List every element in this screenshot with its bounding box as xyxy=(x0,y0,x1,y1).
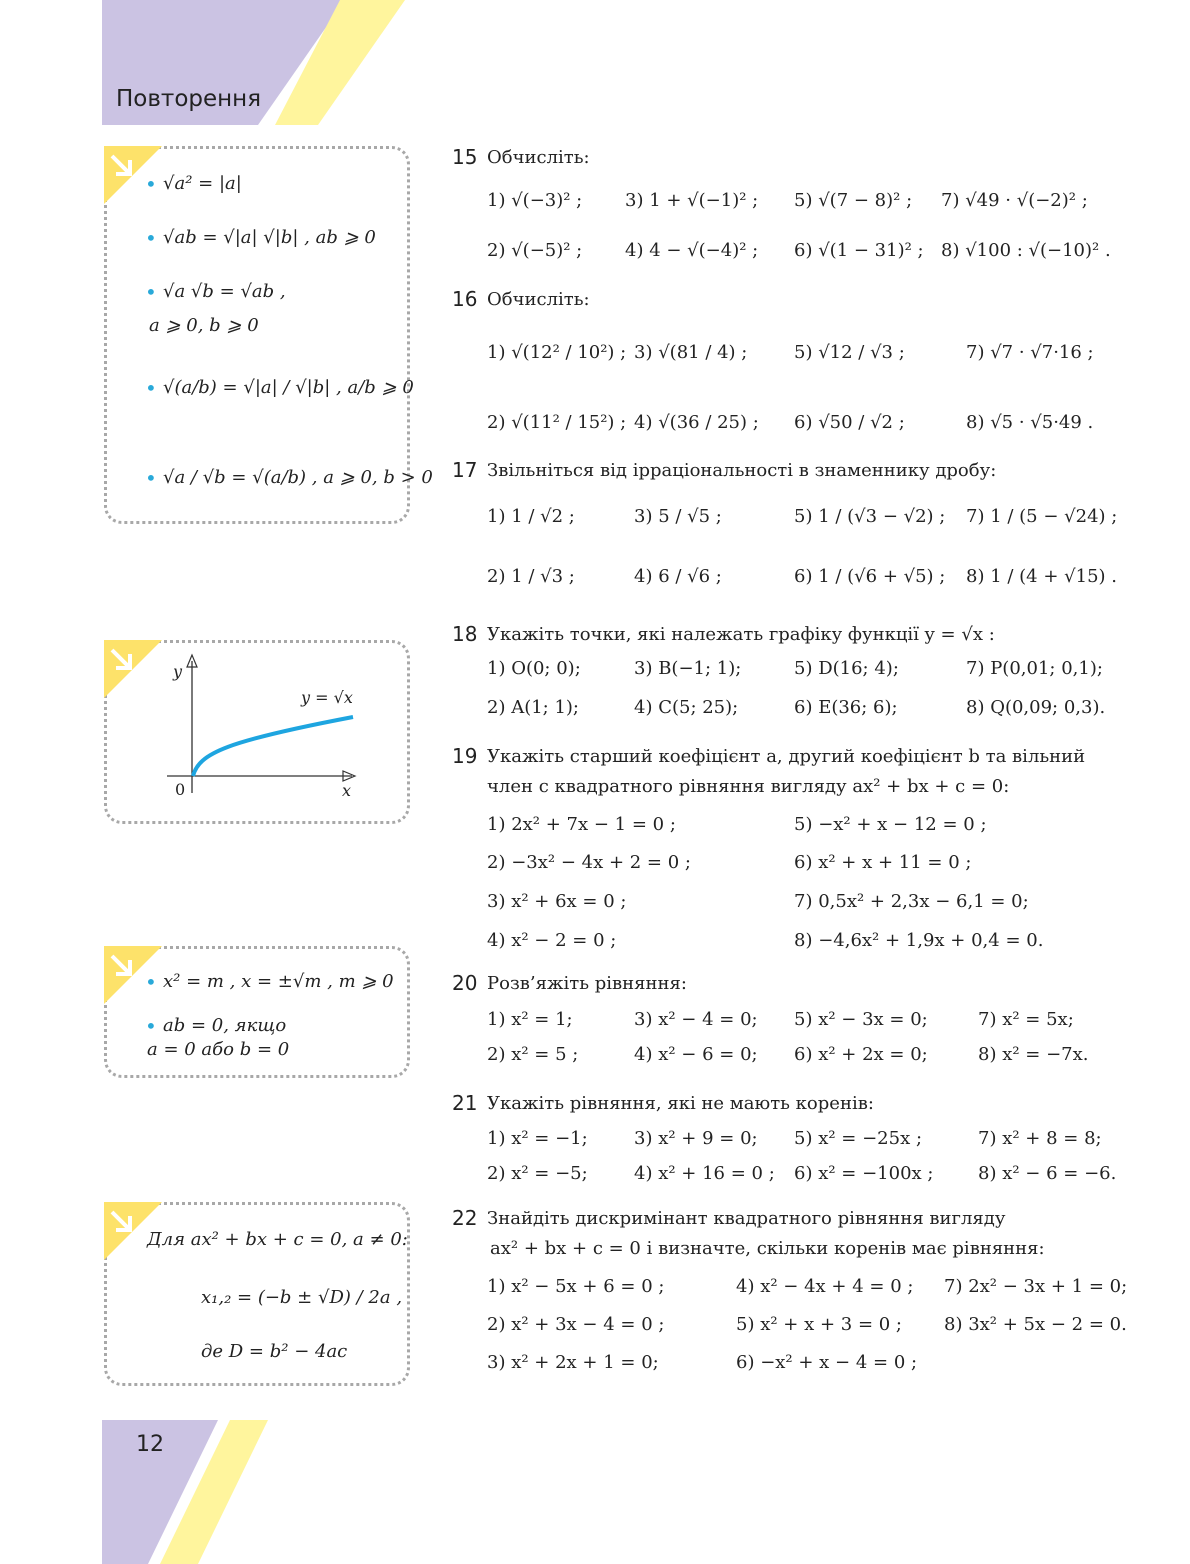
exercise-number: 16 xyxy=(452,287,478,311)
exercise-item: 7) 0,5x² + 2,3x − 6,1 = 0; xyxy=(794,891,1029,912)
formula-quotient-rev: • √a / √b = √(a/b) , a ⩾ 0, b > 0 xyxy=(163,467,433,488)
exercise-item: 6) √50 / √2 ; xyxy=(794,412,905,433)
exercise-item: 4) C(5; 25); xyxy=(634,697,739,718)
origin-label: 0 xyxy=(175,780,186,799)
exercise-item: 6) E(36; 6); xyxy=(794,697,898,718)
formula-quotient: • √(a/b) = √|a| / √|b| , a/b ⩾ 0 xyxy=(163,377,414,398)
formula-box-roots xyxy=(104,146,433,524)
exercise-item: 2) −3x² − 4x + 2 = 0 ; xyxy=(487,852,691,873)
exercise-item: 6) x² = −100x ; xyxy=(794,1163,934,1184)
formula-discriminant: де D = b² − 4ac xyxy=(201,1341,348,1362)
exercise-item: 6) x² + x + 11 = 0 ; xyxy=(794,852,972,873)
exercise-item: 4) x² − 2 = 0 ; xyxy=(487,930,617,951)
exercise-item: 2) x² = −5; xyxy=(487,1163,588,1184)
exercise-item: 3) B(−1; 1); xyxy=(634,658,742,679)
exercise-item: 2) x² + 3x − 4 = 0 ; xyxy=(487,1314,665,1335)
exercise-item: 3) x² + 6x = 0 ; xyxy=(487,891,627,912)
exercise-title: Обчисліть: xyxy=(487,147,590,168)
exercise-item: 4) x² − 6 = 0; xyxy=(634,1044,758,1065)
exercise-item: 2) 1 / √3 ; xyxy=(487,566,575,587)
exercise-number: 22 xyxy=(452,1206,478,1230)
exercise-item: 7) x² + 8 = 8; xyxy=(978,1128,1102,1149)
exercise-item: 7) P(0,01; 0,1); xyxy=(966,658,1103,679)
section-title: Повторення xyxy=(116,86,262,112)
exercise-title: Розв’яжіть рівняння: xyxy=(487,973,687,994)
exercise-title-line2: член c квадратного рівняння вигляду ax² + bx + c = 0: xyxy=(487,776,1010,797)
sqrt-curve xyxy=(193,717,353,776)
exercise-title: Знайдіть дискримінант квадратного рівняння вигляду xyxy=(487,1208,1006,1229)
formula-roots: x₁,₂ = (−b ± √D) / 2a , xyxy=(201,1287,403,1308)
exercise-item: 8) x² = −7x. xyxy=(978,1044,1089,1065)
exercise-title-line2: ax² + bx + c = 0 і визначте, скільки коренів має рівняння: xyxy=(490,1238,1045,1259)
exercise-item: 1) √(12² / 10²) ; xyxy=(487,342,627,363)
exercise-title: Звільніться від ірраціональності в знаменнику дробу: xyxy=(487,460,997,481)
exercise-item: 7) 2x² − 3x + 1 = 0; xyxy=(944,1276,1128,1297)
exercise-item: 8) 1 / (4 + √15) . xyxy=(966,566,1117,587)
exercise-item: 5) −x² + x − 12 = 0 ; xyxy=(794,814,987,835)
exercise-item: 5) x² = −25x ; xyxy=(794,1128,923,1149)
exercise-item: 1) x² − 5x + 6 = 0 ; xyxy=(487,1276,665,1297)
formula-product-cond: a ⩾ 0, b ⩾ 0 xyxy=(149,315,259,336)
exercise-item: 4) x² + 16 = 0 ; xyxy=(634,1163,775,1184)
formula-quadratic-intro: Для ax² + bx + c = 0, a ≠ 0: xyxy=(147,1229,408,1250)
exercise-number: 15 xyxy=(452,145,478,169)
exercise-item: 1) x² = 1; xyxy=(487,1009,573,1030)
formula-box-equations xyxy=(104,946,410,1078)
exercise-item: 7) √49 · √(−2)² ; xyxy=(941,190,1088,211)
exercise-item: 4) 4 − √(−4)² ; xyxy=(625,240,759,261)
exercise-item: 1) x² = −1; xyxy=(487,1128,588,1149)
formula-product-rev: • √a √b = √ab , xyxy=(163,281,286,302)
exercise-item: 5) √(7 − 8)² ; xyxy=(794,190,913,211)
exercise-item: 5) D(16; 4); xyxy=(794,658,899,679)
formula-square-root-eq: • x² = m , x = ±√m , m ⩾ 0 xyxy=(163,971,394,992)
exercise-item: 6) x² + 2x = 0; xyxy=(794,1044,928,1065)
exercise-item: 7) √7 · √7·16 ; xyxy=(966,342,1094,363)
page-number: 12 xyxy=(136,1432,164,1457)
formula-zero-product: • ab = 0, якщо xyxy=(163,1015,286,1036)
exercise-number: 18 xyxy=(452,622,478,646)
y-axis-label: y xyxy=(173,662,183,681)
exercise-item: 5) 1 / (√3 − √2) ; xyxy=(794,506,946,527)
exercise-item: 6) −x² + x − 4 = 0 ; xyxy=(736,1352,918,1373)
exercise-item: 8) √100 : √(−10)² . xyxy=(941,240,1111,261)
exercise-item: 8) 3x² + 5x − 2 = 0. xyxy=(944,1314,1127,1335)
exercise-item: 3) x² + 9 = 0; xyxy=(634,1128,758,1149)
exercise-item: 3) 1 + √(−1)² ; xyxy=(625,190,759,211)
formula-zero-product-cond: a = 0 або b = 0 xyxy=(147,1039,290,1060)
exercise-item: 3) x² + 2x + 1 = 0; xyxy=(487,1352,659,1373)
exercise-item: 6) 1 / (√6 + √5) ; xyxy=(794,566,946,587)
exercise-item: 4) √(36 / 25) ; xyxy=(634,412,759,433)
exercise-item: 2) A(1; 1); xyxy=(487,697,579,718)
exercise-number: 19 xyxy=(452,744,478,768)
exercise-item: 5) x² + x + 3 = 0 ; xyxy=(736,1314,902,1335)
x-axis-label: x xyxy=(342,781,352,800)
exercise-title: Укажіть рівняння, які не мають коренів: xyxy=(487,1093,874,1114)
exercise-title: Укажіть точки, які належать графіку функції y = √x : xyxy=(487,624,995,645)
exercise-number: 20 xyxy=(452,971,478,995)
exercise-item: 7) x² = 5x; xyxy=(978,1009,1074,1030)
exercise-item: 5) √12 / √3 ; xyxy=(794,342,905,363)
exercise-item: 1) 1 / √2 ; xyxy=(487,506,575,527)
function-label: y = √x xyxy=(301,688,353,707)
exercise-item: 5) x² − 3x = 0; xyxy=(794,1009,928,1030)
sqrt-graph xyxy=(107,643,407,823)
exercise-number: 21 xyxy=(452,1091,478,1115)
exercise-item: 2) √(11² / 15²) ; xyxy=(487,412,627,433)
exercise-number: 17 xyxy=(452,458,478,482)
exercise-item: 3) x² − 4 = 0; xyxy=(634,1009,758,1030)
exercise-item: 1) √(−3)² ; xyxy=(487,190,583,211)
exercise-item: 1) 2x² + 7x − 1 = 0 ; xyxy=(487,814,676,835)
formula-product: • √ab = √|a| √|b| , ab ⩾ 0 xyxy=(163,227,376,248)
exercise-item: 8) x² − 6 = −6. xyxy=(978,1163,1117,1184)
exercise-item: 8) Q(0,09; 0,3). xyxy=(966,697,1106,718)
exercise-title: Обчисліть: xyxy=(487,289,590,310)
exercise-item: 4) 6 / √6 ; xyxy=(634,566,722,587)
exercise-title: Укажіть старший коефіцієнт a, другий коефіцієнт b та вільний xyxy=(487,746,1086,767)
exercise-item: 6) √(1 − 31)² ; xyxy=(794,240,924,261)
exercise-item: 3) 5 / √5 ; xyxy=(634,506,722,527)
graph-box xyxy=(104,640,410,824)
exercise-item: 7) 1 / (5 − √24) ; xyxy=(966,506,1118,527)
formula-box-discriminant xyxy=(104,1202,410,1386)
exercise-item: 8) −4,6x² + 1,9x + 0,4 = 0. xyxy=(794,930,1044,951)
exercise-item: 4) x² − 4x + 4 = 0 ; xyxy=(736,1276,914,1297)
exercise-item: 3) √(81 / 4) ; xyxy=(634,342,748,363)
exercise-item: 8) √5 · √5·49 . xyxy=(966,412,1094,433)
exercise-item: 1) O(0; 0); xyxy=(487,658,581,679)
formula-abs: • √a² = |a| xyxy=(163,173,242,194)
exercise-item: 2) √(−5)² ; xyxy=(487,240,583,261)
exercise-item: 2) x² = 5 ; xyxy=(487,1044,579,1065)
